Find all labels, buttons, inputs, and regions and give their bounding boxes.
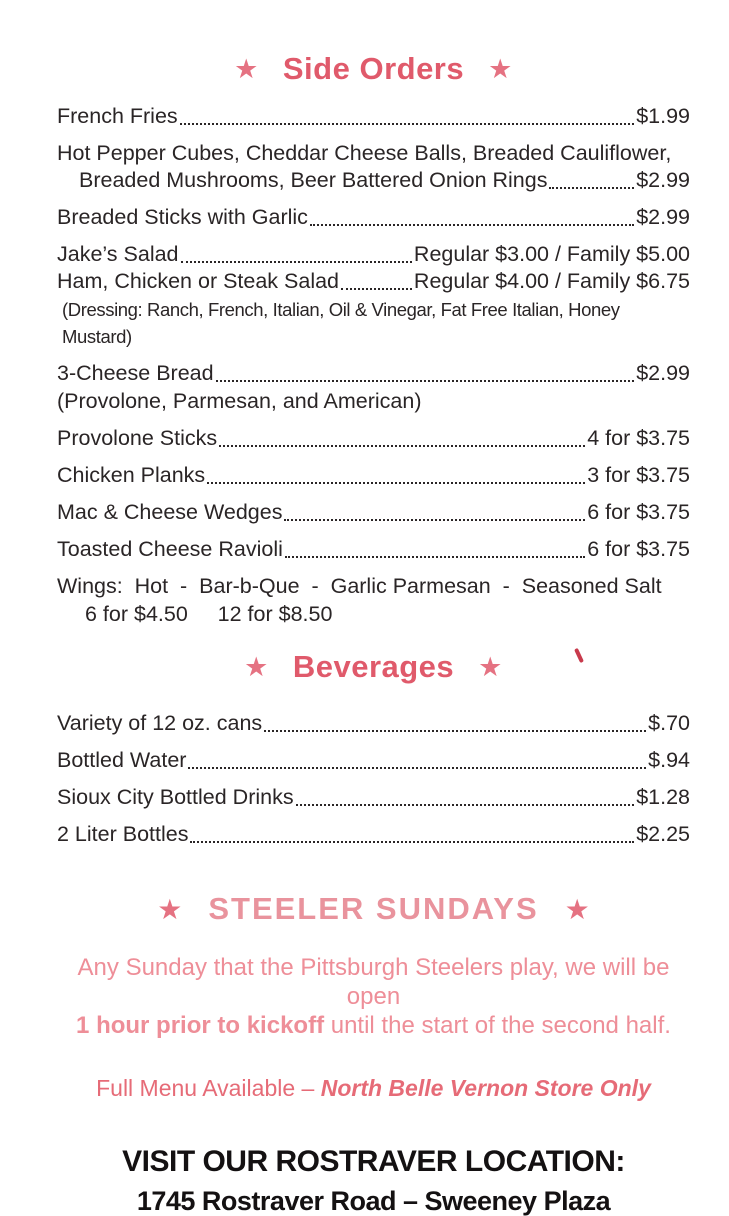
item-name: Breaded Sticks with Garlic	[57, 205, 308, 229]
dot-leader	[284, 519, 585, 521]
full-menu-note	[57, 1074, 690, 1102]
steeler-promo-text	[57, 953, 690, 1040]
item-name: Jake’s Salad	[57, 242, 179, 266]
menu-item-row	[57, 103, 690, 130]
item-price: $2.25	[636, 822, 690, 846]
promo-kickoff-bold: 1 hour prior to kickoff	[76, 1012, 325, 1039]
dot-leader	[219, 445, 585, 447]
item-name: Toasted Cheese Ravioli	[57, 537, 283, 561]
item-name: Bottled Water	[57, 748, 187, 772]
cheese-note: (Provolone, Parmesan, and American)	[57, 389, 422, 413]
dot-leader	[188, 767, 646, 769]
full-menu-prefix: Full Menu Available –	[96, 1075, 321, 1101]
item-price: Regular $3.00 / Family $5.00	[413, 242, 690, 266]
salads-group	[57, 241, 690, 350]
dot-leader	[296, 804, 635, 806]
wings-flavors: Wings: Hot - Bar-b-Que - Garlic Parmesan - Seasoned Salt	[57, 574, 662, 598]
item-price: 3 for $3.75	[587, 463, 690, 487]
wings-item	[57, 573, 690, 628]
rostraver-location-title: VISIT OUR ROSTRAVER LOCATION:	[122, 1145, 625, 1178]
item-price: $2.99	[636, 205, 690, 229]
item-name: Ham, Chicken or Steak Salad	[57, 269, 340, 293]
menu-item-row	[57, 821, 690, 848]
star-icon: ★	[564, 893, 590, 925]
side-orders-heading	[57, 50, 690, 88]
item-name: Mac & Cheese Wedges	[57, 500, 283, 524]
star-icon: ★	[157, 893, 183, 925]
dot-leader	[216, 380, 635, 382]
item-price: $1.28	[636, 785, 690, 809]
item-name: Breaded Mushrooms, Beer Battered Onion Rings	[79, 168, 548, 192]
menu-item-row	[57, 784, 690, 811]
menu-item-row	[57, 747, 690, 774]
menu-item-row	[57, 499, 690, 526]
dot-leader	[285, 556, 585, 558]
menu-item-row	[57, 536, 690, 563]
item-name: Hot Pepper Cubes, Cheddar Cheese Balls, Breaded Cauliflower,	[57, 141, 672, 165]
dot-leader	[341, 288, 412, 290]
steeler-sundays-title: STEELER SUNDAYS	[208, 891, 539, 926]
item-name: Chicken Planks	[57, 463, 206, 487]
full-menu-store: North Belle Vernon Store Only	[320, 1075, 651, 1101]
menu-item-row	[57, 710, 690, 737]
rostraver-address: 1745 Rostraver Road – Sweeney Plaza	[136, 1186, 611, 1216]
menu-item-row	[57, 241, 690, 268]
item-price: Regular $4.00 / Family $6.75	[413, 269, 690, 293]
side-orders-title: Side Orders	[282, 51, 465, 86]
dot-leader	[190, 841, 634, 843]
item-name: Provolone Sticks	[57, 426, 218, 450]
menu-item-row	[57, 360, 690, 387]
star-icon: ★	[244, 651, 269, 682]
menu-item-row	[57, 204, 690, 231]
menu-item-row	[57, 462, 690, 489]
dot-leader	[264, 730, 646, 732]
item-price: $.94	[648, 748, 690, 772]
item-name: French Fries	[57, 104, 178, 128]
star-icon: ★	[478, 651, 503, 682]
item-price: 6 for $3.75	[587, 537, 690, 561]
dot-leader	[207, 482, 585, 484]
menu-item-row	[57, 140, 690, 194]
dressing-note: (Dressing: Ranch, French, Italian, Oil & Vinegar, Fat Free Italian, Honey Mustard)	[62, 299, 620, 347]
star-icon: ★	[234, 53, 259, 84]
item-name: 3-Cheese Bread	[57, 361, 214, 385]
item-name: 2 Liter Bottles	[57, 822, 189, 846]
dot-leader	[549, 187, 634, 189]
item-price: $1.99	[636, 104, 690, 128]
item-price: $2.99	[636, 361, 690, 385]
beverages-title: Beverages	[292, 649, 455, 684]
cheese-bread-group	[57, 360, 690, 415]
dot-leader	[310, 224, 634, 226]
steeler-sundays-heading	[57, 889, 690, 929]
wings-prices: 6 for $4.50 12 for $8.50	[85, 602, 333, 626]
item-price: 6 for $3.75	[587, 500, 690, 524]
beverages-heading	[57, 648, 690, 686]
item-price: $.70	[648, 711, 690, 735]
promo-line1: Any Sunday that the Pittsburgh Steelers play, we will be open	[77, 954, 670, 1010]
item-price: 4 for $3.75	[587, 426, 690, 450]
item-name: Variety of 12 oz. cans	[57, 711, 263, 735]
promo-line2-rest: until the start of the second half.	[324, 1012, 671, 1039]
star-icon: ★	[488, 53, 513, 84]
item-name: Sioux City Bottled Drinks	[57, 785, 294, 809]
dot-leader	[181, 261, 412, 263]
dot-leader	[180, 123, 635, 125]
menu-item-row	[57, 268, 690, 295]
menu-item-row	[57, 425, 690, 452]
item-price: $2.99	[636, 168, 690, 192]
